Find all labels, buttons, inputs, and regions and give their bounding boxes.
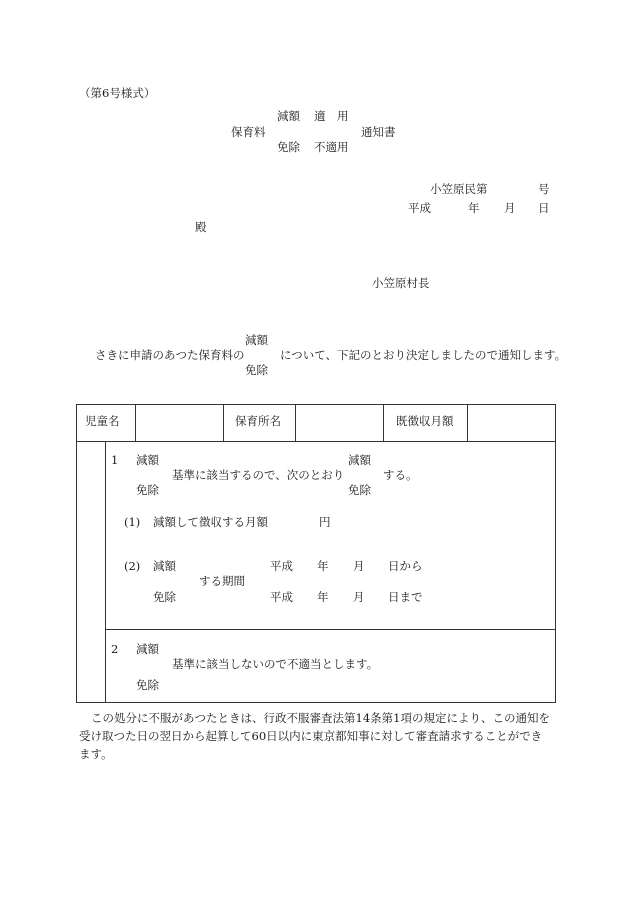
date-year: 年	[468, 201, 480, 215]
section1-exemption: 免除	[136, 483, 159, 497]
footer-line-2: 受け取つた日の翌日から起算して60日以内に東京都知事に対して審査請求することができ	[79, 729, 543, 743]
header-divider-3	[295, 404, 296, 441]
item2-day-to: 日まで	[388, 590, 423, 604]
item1-unit: 円	[319, 515, 331, 529]
title-reduction: 減額	[277, 109, 300, 123]
item1-label: 減額して徴収する月額	[153, 515, 268, 529]
section1-suffix: する。	[383, 468, 418, 482]
table-right-border	[555, 404, 556, 703]
section2-exemption: 免除	[136, 678, 159, 692]
header-facility-name: 保育所名	[235, 414, 281, 428]
header-divider-5	[467, 404, 468, 441]
header-divider-1	[135, 404, 136, 441]
recipient-honorific: 殿	[195, 220, 207, 234]
issuer-number-prefix: 小笠原民第	[430, 182, 488, 196]
item1-number: (1)	[124, 515, 141, 529]
sender-name: 小笠原村長	[372, 276, 430, 290]
item2-period: する期間	[199, 574, 245, 588]
section1-number: 1	[111, 453, 119, 467]
body-left-margin-line	[105, 441, 106, 703]
section2-text: 基準に該当しないので不適当とします。	[172, 657, 379, 671]
item2-reduction: 減額	[153, 559, 176, 573]
header-divider-4	[383, 404, 384, 441]
item2-month-to: 月	[353, 590, 365, 604]
title-apply: 適 用	[314, 109, 349, 123]
table-header-bottom-border	[76, 441, 556, 442]
intro-before: さきに申請のあつた保育料の	[95, 348, 245, 362]
intro-after: について、下記のとおり決定しましたので通知します。	[280, 348, 567, 362]
section2-reduction: 減額	[136, 642, 159, 656]
item2-year-from: 年	[317, 559, 329, 573]
issuer-number-suffix: 号	[538, 182, 550, 196]
table-left-border	[76, 404, 77, 703]
section2-number: 2	[111, 642, 119, 656]
section1-reduction-2: 減額	[348, 453, 371, 467]
section1-exemption-2: 免除	[348, 483, 371, 497]
item2-era-from: 平成	[270, 559, 293, 573]
item2-day-from: 日から	[388, 559, 423, 573]
item2-exemption: 免除	[153, 590, 176, 604]
header-divider-2	[223, 404, 224, 441]
footer-line-1: この処分に不服があつたときは、行政不服審査法第14条第1項の規定により、この通知を	[91, 711, 550, 725]
section1-text: 基準に該当するので、次のとおり	[172, 468, 345, 482]
date-month: 月	[504, 201, 516, 215]
title-childcare-fee: 保育料	[231, 125, 266, 139]
footer-line-3: ます。	[79, 747, 113, 761]
date-era: 平成	[408, 201, 431, 215]
date-day: 日	[538, 201, 550, 215]
item2-year-to: 年	[317, 590, 329, 604]
header-child-name: 児童名	[85, 414, 120, 428]
form-number: （第6号様式）	[79, 86, 156, 100]
item2-month-from: 月	[353, 559, 365, 573]
item2-number: (2)	[124, 559, 141, 573]
item2-era-to: 平成	[270, 590, 293, 604]
title-notice: 通知書	[361, 125, 396, 139]
intro-reduction: 減額	[245, 333, 268, 347]
header-collected-monthly: 既徴収月額	[396, 414, 454, 428]
title-exemption: 免除	[277, 140, 300, 154]
title-not-apply: 不適用	[314, 140, 349, 154]
section1-reduction: 減額	[136, 453, 159, 467]
table-top-border	[76, 404, 556, 405]
table-bottom-border	[76, 702, 556, 703]
intro-exemption: 免除	[245, 363, 268, 377]
section-divider	[105, 629, 556, 630]
